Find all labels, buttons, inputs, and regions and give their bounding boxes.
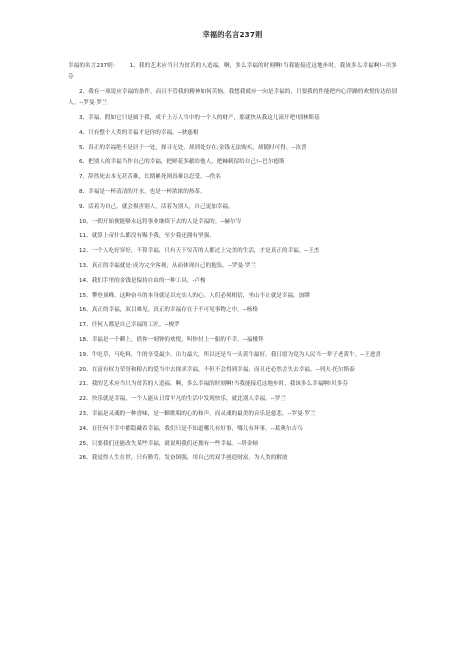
paragraph-16: 16、真正的幸福，双目难见。真正的幸福存在于不可见事物之中。--杨格 [79,307,258,314]
paragraph-12: 12、一个人吃好穿好，不算幸福，只有天下穷苦的人都过上完美的生活，才是真正的幸福。--王杰 [79,248,320,255]
paragraph-19: 19、牛吃草，马吃料，牛的享受最少，出力最大，所以还是当一头黄牛最好。我日愿为党为人民当一辈子老黄牛。--王进喜 [79,351,382,358]
document-title: 幸福的名言237则 [202,30,263,39]
paragraph-13: 13、真正的幸福就是:成为完全客观，从而体现自己的抱负。--罗曼·罗兰 [79,262,257,269]
paragraph-21: 21、我的艺术应当只为贫苦的人造福。啊，多么幸福的时刻啊!当我能接近这地步时，我该多么幸福啊!贝多芬 [79,381,348,388]
paragraph-11: 11、就算上帝什么都没有赐予我，至少我还拥有坚强。 [79,233,215,240]
paragraph-18: 18、幸福是一个瞬上，借你一刻钟的欢悦，叫你付上一船的不幸。--福楼拜 [79,336,264,343]
paragraph-25: 25、只要我们还能改失某些幸福，就说明我们还拥有一些幸福。--塔金顿 [79,440,258,447]
paragraph-24: 24、在任何不幸中都隐藏着幸福，我们只是不知道哪儿有好事，哪儿有坏事。--葛奥尔吉乌 [79,425,303,432]
paragraph-7: 7、辞然死去本无甚苦难，长期累死则真难以忍受。--佚名 [79,174,221,181]
paragraph-5: 5、真正的幸福绝不是居于一处，探寻无处，却到处存在;金钱无法购买，却随时可得。--汝普 [79,144,307,151]
document-body [68,61,397,465]
paragraph-text: 1、我的艺术应当只为贫苦的人造福。啊，多么幸福的时刻啊!当我能接近这地步时，我该多么幸福啊!--贝多芬 [68,63,397,81]
paragraph-3: 3、幸福，假如它只是属于我，成千上万人当中的一个人的财产，那就快从我这儿滚开吧!别林斯基 [79,115,320,121]
paragraph-9: 9、活着为自己，就会损害别人，活着为别人，自己更加幸福。 [79,203,234,210]
intro-label: 幸福的名言237则： [68,63,119,69]
paragraph-22: 22、快乐就是幸福，一个人能从日常平凡的生活中发现快乐，就比别人幸福。--罗兰 [79,396,286,403]
paragraph-23: 23、幸福是灵魂的一种香味，是一颗歌唱的心的和声。而灵魂的最美的音乐是慈悲。--罗曼·罗兰 [79,410,316,417]
paragraph-10: 10、一朝开始便能够永远将事业继续下去的人是幸福的。--赫尔岑 [79,218,242,225]
paragraph-8: 8、幸福是一杯清清的开水，也是一杯浓浓的热茶。 [79,188,206,195]
paragraph-1 [68,61,397,83]
paragraph-20: 20、在富有权力荣誉和粮占的爱当中去探求幸福，不但不会得到幸福，而且还必然会失去幸福。--列夫·托尔斯泰 [79,366,355,373]
paragraph-2: 2、我有一项说应幸福的条件，而且不管我的精神如何苦恼，我想我就应一向是幸福的，只要我的件能把内心浮躁的欢悦传达给别人。--罗曼·罗兰 [68,89,397,107]
paragraph-14: 14、我们手里的金钱是保持自由的一种工具。-卢梭 [79,277,206,284]
paragraph-26: 26、我觉得人生在世，只有勤劳，发奋图强，用自己的双手创造财富，为人类的解放 [79,455,288,462]
paragraph-17: 17、任何人都是自己幸福的工匠。--梭罗 [79,322,180,329]
paragraph-6: 6、把别人的幸福当作自己的幸福，把鲜花多献给他人，把棘刺留给自己!--巴尔德斯 [79,159,285,166]
paragraph-4: 4、只有整个人类的幸福才是你的幸福。--狄慈根 [79,129,199,136]
paragraph-15: 15、攀登顶峰，这种奋斗的本身就足以充实人的心。人们必须相信，坐山不止就是幸福。加缪 [79,292,310,299]
